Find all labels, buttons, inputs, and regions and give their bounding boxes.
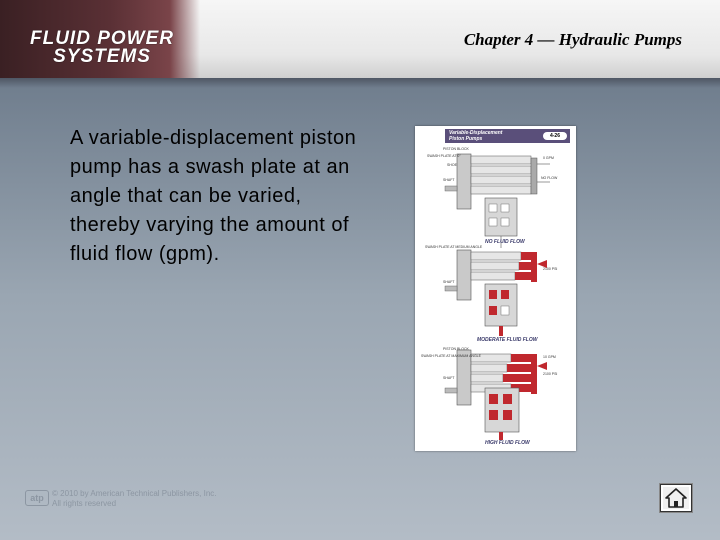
label-shaft-3: SHAFT — [443, 376, 455, 380]
logo-line-2: SYSTEMS — [53, 46, 151, 67]
label-swash-plate-3: SWASH PLATE AT MAXIMUM ANGLE — [421, 354, 481, 358]
header-bar — [0, 0, 720, 78]
label-gpm-3: 10 GPM — [543, 355, 556, 359]
diagram-no-flow — [445, 154, 550, 248]
label-no-flow: NO FLOW — [541, 176, 558, 180]
fluid-power-systems-logo — [22, 30, 182, 66]
label-shaft-2: SHAFT — [443, 280, 455, 284]
slide-body-text: A variable-displacement piston pump has a swash plate at an angle that can be varied, thereby varying the amount of fluid flow (gpm). — [70, 127, 357, 265]
home-icon — [661, 485, 691, 511]
logo-line-1: FLUID POWER — [30, 28, 174, 49]
diagram-high-flow — [445, 350, 547, 440]
pump-figure — [415, 126, 576, 451]
label-psi-2: 2100 PSI — [543, 267, 558, 271]
pump-diagrams — [415, 126, 576, 451]
chapter-title: Chapter 4 — Hydraulic Pumps — [463, 30, 682, 49]
copyright-line-1: © 2010 by American Technical Publishers, Inc. — [52, 489, 217, 498]
logo-band — [0, 0, 200, 78]
label-piston-block-1: PISTON BLOCK — [443, 147, 469, 151]
caption-high-flow: HIGH FLUID FLOW — [485, 440, 530, 446]
label-0gpm: 0 GPM — [543, 156, 554, 160]
atp-logo: atp — [25, 490, 49, 506]
home-button[interactable] — [660, 484, 692, 512]
label-swash-plate-1: SWASH PLATE AT 0° — [427, 154, 461, 158]
label-psi-3: 2100 PSI — [543, 372, 558, 376]
label-swash-plate-2: SWASH PLATE AT MEDIUM ANGLE — [425, 245, 483, 249]
diagram-moderate-flow — [445, 250, 547, 336]
header-shadow — [0, 78, 720, 88]
label-piston-block-3: PISTON BLOCK — [443, 347, 469, 351]
caption-no-flow: NO FLUID FLOW — [485, 239, 525, 245]
figure-header-line-2: Piston Pumps — [449, 136, 483, 142]
figure-header-line-1: Variable-Displacement — [449, 130, 503, 136]
figure-number: 4-26 — [543, 132, 567, 140]
label-shoe: SHOE — [447, 163, 457, 167]
copyright-line-2: All rights reserved — [52, 499, 117, 508]
copyright-notice — [52, 489, 217, 509]
caption-moderate-flow: MODERATE FLUID FLOW — [477, 337, 538, 343]
label-shaft-1: SHAFT — [443, 178, 455, 182]
